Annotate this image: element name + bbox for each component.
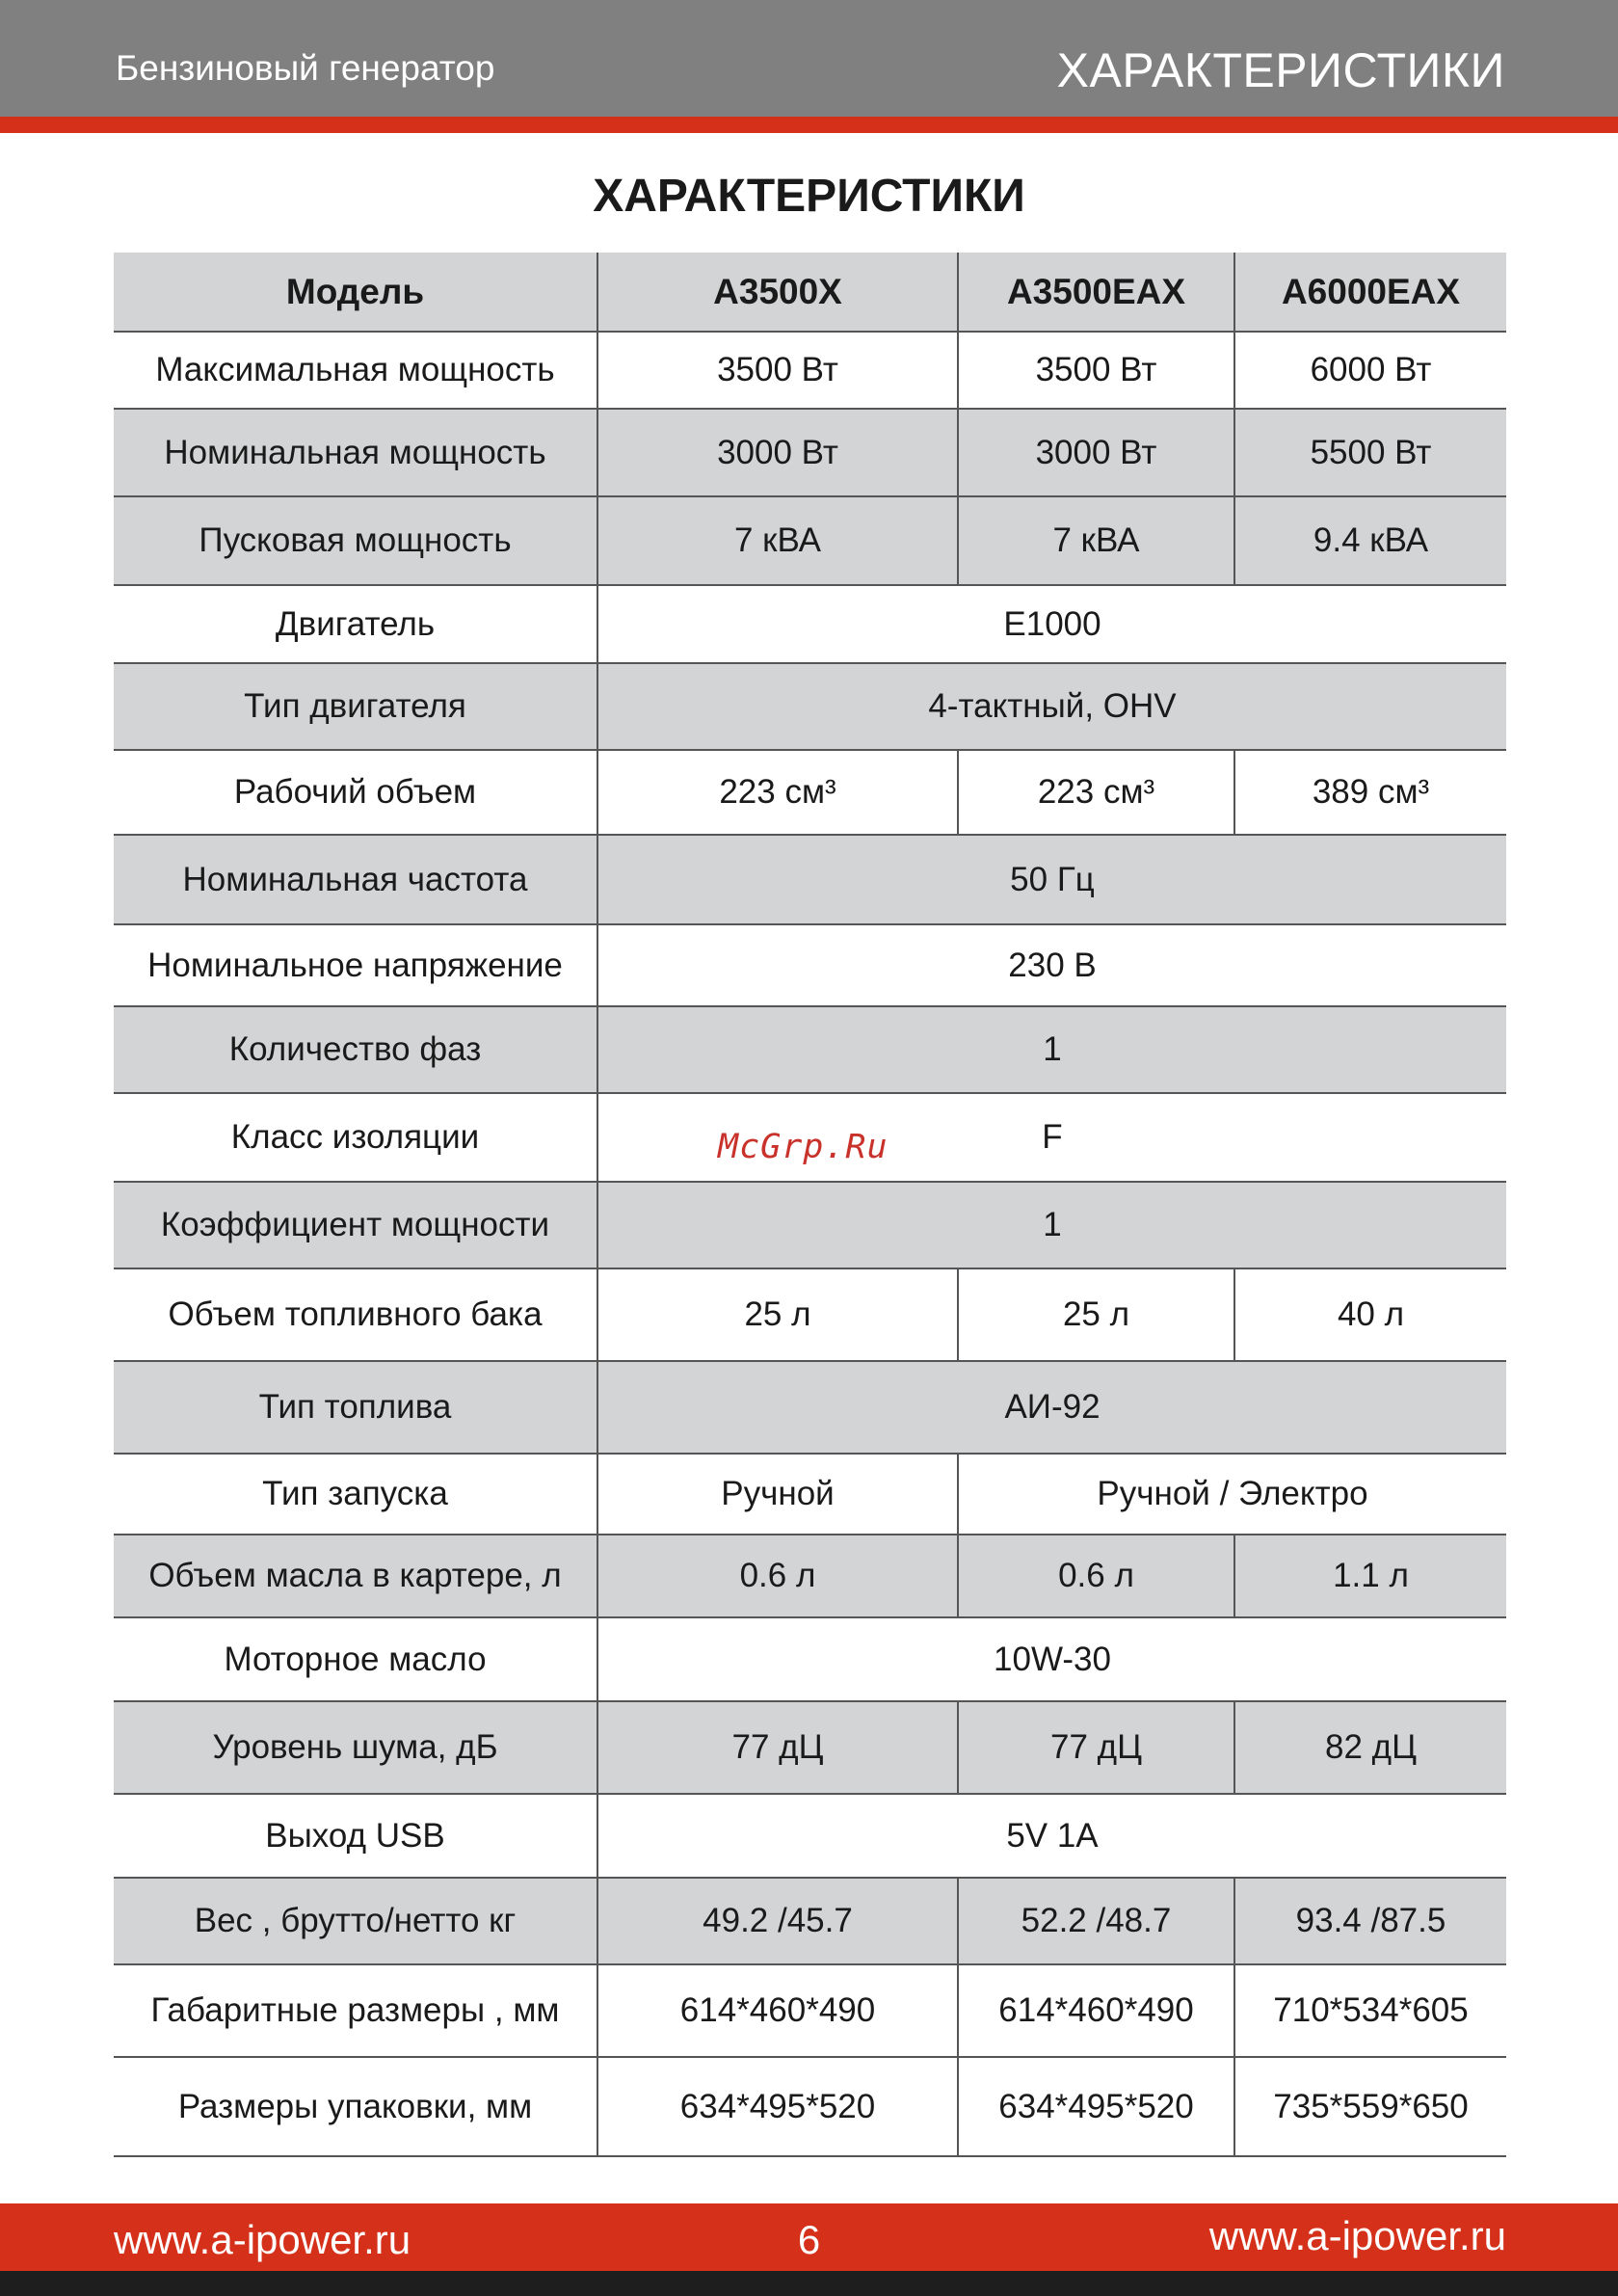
table-row — [114, 585, 1506, 663]
table-cell: 25 л — [958, 1268, 1234, 1361]
table-row — [114, 1535, 1506, 1617]
table-cell: 710*534*605 — [1234, 1964, 1506, 2057]
table-cell: 223 см³ — [597, 750, 958, 835]
table-cell: 10W-30 — [597, 1617, 1506, 1701]
page-number: 6 — [797, 2217, 821, 2262]
table-cell: 634*495*520 — [597, 2057, 958, 2156]
table-row — [114, 1006, 1506, 1093]
table-cell: 0.6 л — [958, 1535, 1234, 1617]
watermark-text: McGrp.Ru — [718, 1128, 889, 1166]
table-row — [114, 496, 1506, 585]
table-cell: 634*495*520 — [958, 2057, 1234, 2156]
table-cell: E1000 — [597, 585, 1506, 663]
table-cell: F — [597, 1093, 1506, 1182]
table-cell: 25 л — [597, 1268, 958, 1361]
table-cell: 3500 Вт — [597, 332, 958, 409]
table-cell: 1 — [597, 1182, 1506, 1268]
table-cell: 389 см³ — [1234, 750, 1506, 835]
column-header: A3500X — [597, 253, 958, 332]
table-cell: 9.4 кВА — [1234, 496, 1506, 585]
row-label: Тип топлива — [114, 1361, 597, 1454]
row-label: Размеры упаковки, мм — [114, 2057, 597, 2156]
row-label: Габаритные размеры , мм — [114, 1964, 597, 2057]
row-label: Пусковая мощность — [114, 496, 597, 585]
footer-website-link-left[interactable]: www.a-ipower.ru — [114, 2217, 411, 2262]
table-row — [114, 1182, 1506, 1268]
table-row — [114, 2057, 1506, 2156]
table-cell: 614*460*490 — [958, 1964, 1234, 2057]
table-cell: 735*559*650 — [1234, 2057, 1506, 2156]
table-cell: 7 кВА — [597, 496, 958, 585]
table-cell: Ручной — [597, 1454, 958, 1535]
table-row — [114, 332, 1506, 409]
document-subtitle: Бензиновый генератор — [116, 48, 495, 88]
table-cell: 50 Гц — [597, 835, 1506, 924]
table-row — [114, 1794, 1506, 1878]
specifications-table — [114, 253, 1506, 2157]
table-row — [114, 1617, 1506, 1701]
page-footer — [0, 2203, 1618, 2271]
column-header: Модель — [114, 253, 597, 332]
table-row — [114, 1878, 1506, 1964]
row-label: Объем топливного бака — [114, 1268, 597, 1361]
row-label: Вес , брутто/нетто кг — [114, 1878, 597, 1964]
table-cell: 230 В — [597, 924, 1506, 1006]
table-row — [114, 1268, 1506, 1361]
row-label: Уровень шума, дБ — [114, 1701, 597, 1794]
row-label: Выход USB — [114, 1794, 597, 1878]
row-label: Коэффициент мощности — [114, 1182, 597, 1268]
table-cell: 3000 Вт — [597, 409, 958, 496]
table-row — [114, 1701, 1506, 1794]
row-label: Тип запуска — [114, 1454, 597, 1535]
table-cell: АИ-92 — [597, 1361, 1506, 1454]
row-label: Моторное масло — [114, 1617, 597, 1701]
bottom-bar — [0, 2271, 1618, 2296]
column-header: A6000EAX — [1234, 253, 1506, 332]
table-row — [114, 663, 1506, 750]
column-header: A3500EAX — [958, 253, 1234, 332]
table-row — [114, 1361, 1506, 1454]
header-accent-stripe — [0, 117, 1618, 133]
table-cell: 82 дЦ — [1234, 1701, 1506, 1794]
table-row — [114, 835, 1506, 924]
table-row — [114, 924, 1506, 1006]
table-header-row — [114, 253, 1506, 332]
row-label: Номинальное напряжение — [114, 924, 597, 1006]
table-cell: 77 дЦ — [597, 1701, 958, 1794]
row-label: Рабочий объем — [114, 750, 597, 835]
table-cell: 77 дЦ — [958, 1701, 1234, 1794]
table-cell: 6000 Вт — [1234, 332, 1506, 409]
footer-website-link-right[interactable]: www.a-ipower.ru — [1208, 2213, 1506, 2258]
table-cell: Ручной / Электро — [958, 1454, 1506, 1535]
table-cell: 93.4 /87.5 — [1234, 1878, 1506, 1964]
table-cell: 52.2 /48.7 — [958, 1878, 1234, 1964]
row-label: Количество фаз — [114, 1006, 597, 1093]
row-label: Объем масла в картере, л — [114, 1535, 597, 1617]
table-row — [114, 750, 1506, 835]
table-cell: 5500 Вт — [1234, 409, 1506, 496]
row-label: Тип двигателя — [114, 663, 597, 750]
page-title: ХАРАКТЕРИСТИКИ — [593, 171, 1025, 222]
table-row — [114, 1964, 1506, 2057]
table-cell: 1 — [597, 1006, 1506, 1093]
table-cell: 3000 Вт — [958, 409, 1234, 496]
table-cell: 3500 Вт — [958, 332, 1234, 409]
row-label: Номинальная мощность — [114, 409, 597, 496]
table-row — [114, 409, 1506, 496]
page-header — [0, 0, 1618, 117]
row-label: Номинальная частота — [114, 835, 597, 924]
row-label: Максимальная мощность — [114, 332, 597, 409]
table-row — [114, 1454, 1506, 1535]
row-label: Класс изоляции — [114, 1093, 597, 1182]
table-cell: 0.6 л — [597, 1535, 958, 1617]
table-cell: 614*460*490 — [597, 1964, 958, 2057]
row-label: Двигатель — [114, 585, 597, 663]
table-cell: 49.2 /45.7 — [597, 1878, 958, 1964]
section-title: ХАРАКТЕРИСТИКИ — [1056, 43, 1505, 97]
table-cell: 5V 1A — [597, 1794, 1506, 1878]
table-cell: 223 см³ — [958, 750, 1234, 835]
table-cell: 7 кВА — [958, 496, 1234, 585]
table-cell: 4-тактный, OHV — [597, 663, 1506, 750]
table-cell: 1.1 л — [1234, 1535, 1506, 1617]
table-cell: 40 л — [1234, 1268, 1506, 1361]
